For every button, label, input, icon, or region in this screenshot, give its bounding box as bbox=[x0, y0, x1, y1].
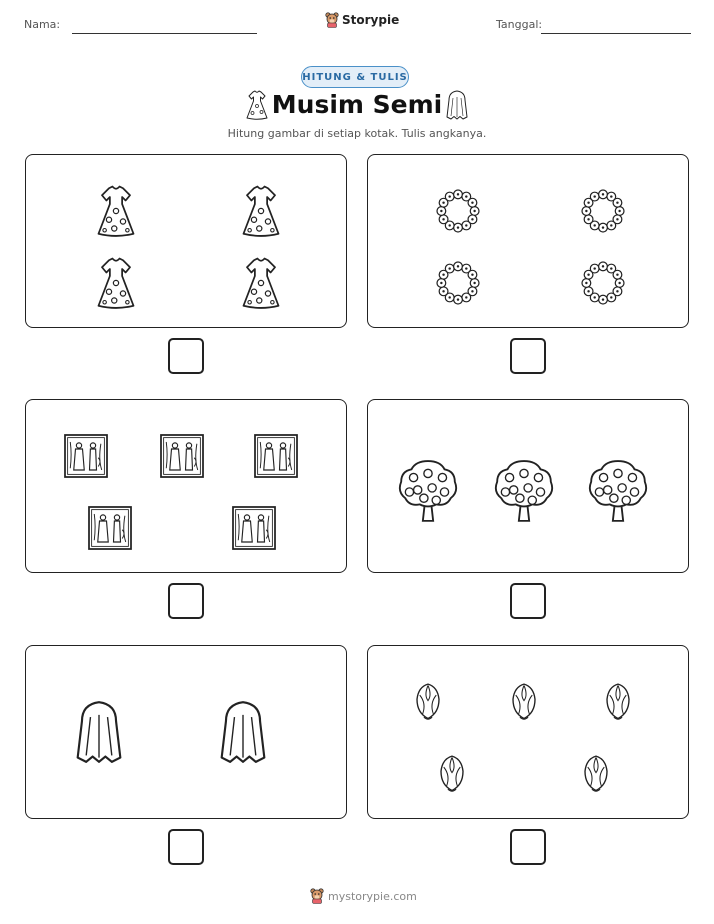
answer-box-2[interactable] bbox=[510, 338, 546, 374]
veil-icon bbox=[211, 696, 275, 768]
veil-icon bbox=[442, 89, 472, 121]
garden-tile-icon bbox=[82, 500, 138, 556]
flower-wreath-icon bbox=[430, 255, 486, 311]
dress-icon bbox=[88, 183, 144, 239]
count-panel-2 bbox=[367, 154, 689, 328]
footer-url: mystorypie.com bbox=[328, 889, 417, 903]
rose-bud-icon bbox=[502, 680, 546, 724]
page-title: Musim Semi bbox=[271, 90, 443, 119]
logo-text: Storypie bbox=[342, 13, 400, 27]
apple-tree-icon bbox=[585, 459, 651, 525]
bear-logo-icon bbox=[325, 12, 339, 28]
date-label: Tanggal: bbox=[496, 18, 543, 31]
name-label: Nama: bbox=[24, 18, 61, 31]
count-panel-1 bbox=[25, 154, 347, 328]
date-line[interactable] bbox=[541, 33, 691, 34]
rose-bud-icon bbox=[406, 680, 450, 724]
answer-box-3[interactable] bbox=[168, 583, 204, 619]
bear-footer-icon bbox=[310, 888, 324, 904]
footer bbox=[310, 888, 417, 904]
count-panel-5 bbox=[25, 645, 347, 819]
answer-box-6[interactable] bbox=[510, 829, 546, 865]
answer-box-5[interactable] bbox=[168, 829, 204, 865]
rose-bud-icon bbox=[430, 752, 474, 796]
answer-box-1[interactable] bbox=[168, 338, 204, 374]
name-line[interactable] bbox=[72, 33, 257, 34]
garden-tile-icon bbox=[226, 500, 282, 556]
count-panel-6 bbox=[367, 645, 689, 819]
apple-tree-icon bbox=[491, 459, 557, 525]
flower-wreath-icon bbox=[575, 255, 631, 311]
veil-icon bbox=[67, 696, 131, 768]
activity-badge: HITUNG & TULIS bbox=[301, 66, 409, 88]
apple-tree-icon bbox=[395, 459, 461, 525]
flower-wreath-icon bbox=[430, 183, 486, 239]
dress-icon bbox=[88, 255, 144, 311]
flower-wreath-icon bbox=[575, 183, 631, 239]
dress-icon bbox=[233, 183, 289, 239]
instructions: Hitung gambar di setiap kotak. Tulis angkanya. bbox=[227, 127, 487, 140]
rose-bud-icon bbox=[574, 752, 618, 796]
count-panel-4 bbox=[367, 399, 689, 573]
garden-tile-icon bbox=[154, 428, 210, 484]
count-panel-3 bbox=[25, 399, 347, 573]
rose-bud-icon bbox=[596, 680, 640, 724]
dress-icon bbox=[233, 255, 289, 311]
garden-tile-icon bbox=[248, 428, 304, 484]
answer-box-4[interactable] bbox=[510, 583, 546, 619]
storypie-logo bbox=[325, 12, 399, 28]
garden-tile-icon bbox=[58, 428, 114, 484]
